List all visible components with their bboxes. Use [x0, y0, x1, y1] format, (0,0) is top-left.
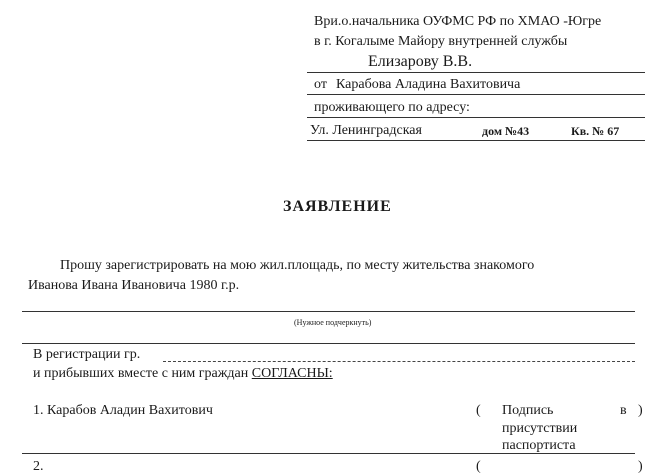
addressee-underline: [307, 72, 645, 73]
underline-hint: (Нужное подчеркнуть): [294, 318, 372, 327]
request-line-1: Прошу зарегистрировать на мою жил.площадь, по месту жительства знакомого: [60, 258, 535, 273]
signature-label-line-3: паспортиста: [502, 438, 576, 453]
registration-label: В регистрации гр.: [33, 347, 141, 362]
registration-dashed-line: [163, 361, 635, 362]
signature-label-line-1: Подпись: [502, 403, 554, 418]
residing-label: проживающего по адресу:: [314, 100, 470, 115]
street: Ул. Ленинградская: [310, 123, 422, 138]
signature-label-in: в: [620, 403, 627, 418]
signatory-2-name: 2.: [33, 459, 44, 474]
from-prefix: от: [314, 77, 327, 92]
document-title: ЗАЯВЛЕНИЕ: [283, 198, 392, 215]
residing-underline: [307, 117, 645, 118]
addressee: Елизарову В.В.: [368, 53, 473, 70]
signatory-2-paren-close: ): [638, 459, 643, 474]
signatory-1-paren-close: ): [638, 403, 643, 418]
address-underline: [307, 140, 645, 141]
signature-label-line-2: присутствии: [502, 421, 578, 436]
signatory-1-paren-open: (: [476, 403, 481, 418]
signatory-1-underline: [22, 453, 635, 454]
signatory-2-paren-open: (: [476, 459, 481, 474]
signatory-1-name: 1. Карабов Аладин Вахитович: [33, 403, 213, 418]
header-line-2: в г. Когалыме Майору внутренней службы: [314, 34, 568, 49]
apartment-number: Кв. № 67: [571, 124, 620, 138]
header-line-1: Ври.о.начальника ОУФМС РФ по ХМАО -Югре: [314, 14, 602, 29]
applicant-underline: [307, 94, 645, 95]
request-underline: [22, 311, 635, 312]
applicant-name: Карабова Аладина Вахитовича: [336, 77, 521, 92]
consent-word: СОГЛАСНЫ:: [251, 366, 333, 381]
blank-line: [22, 343, 635, 344]
consent-label: [33, 366, 333, 382]
consent-prefix: и прибывших вместе с ним граждан: [33, 366, 249, 381]
house-number: дом №43: [482, 124, 530, 138]
request-line-2: Иванова Ивана Ивановича 1980 г.р.: [28, 278, 240, 293]
